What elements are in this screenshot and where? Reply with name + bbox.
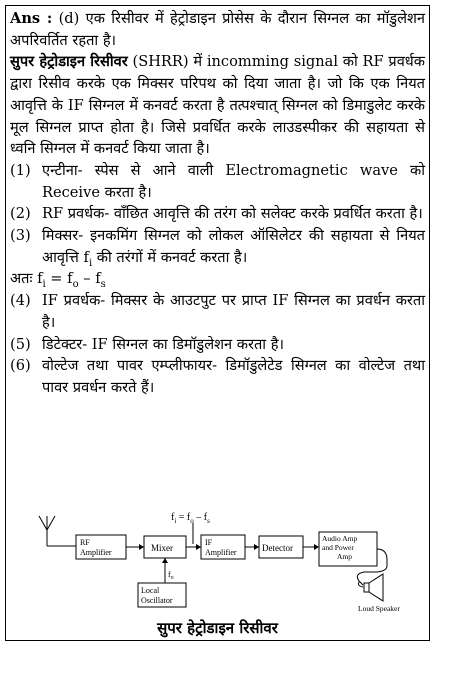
rf-amp-label-1: RF <box>80 538 90 547</box>
item-number: (5) <box>10 335 31 353</box>
formula-part: f <box>168 570 171 579</box>
list-item <box>10 355 425 398</box>
formula-prefix: अतः <box>10 270 33 288</box>
list-item <box>10 203 425 225</box>
list-item <box>10 160 425 203</box>
audio-amp-label-1: Audio Amp <box>322 534 358 543</box>
answer-option: (d) <box>58 10 80 27</box>
answer-statement: एक रिसीवर में हेट्रोडाइन प्रोसेस के दौरान सिग्नल का मॉडुलेशन अपरिवर्तित रहता है। <box>10 10 425 49</box>
answer-label: Ans : <box>10 10 53 27</box>
arrow-icon <box>196 544 201 550</box>
lo-label-1: Local <box>141 586 160 595</box>
formula-line <box>10 268 425 290</box>
item-text: डिटेक्टर- IF सिग्नल का डिमॉडुलेशन करता है। <box>42 335 284 353</box>
fo-label <box>168 570 174 581</box>
audio-amp-label-3: Amp <box>337 552 352 561</box>
item-number: (3) <box>10 227 31 245</box>
subscript: o <box>72 279 79 291</box>
lo-label-2: Oscillator <box>141 596 173 605</box>
arrow-icon <box>162 558 168 563</box>
arrow-icon <box>314 544 319 550</box>
if-amp-label-1: IF <box>205 538 213 547</box>
subscript: i <box>88 257 93 269</box>
diagram-caption: सुपर हेट्रोडाइन रिसीवर <box>157 619 278 637</box>
answer-paragraph <box>10 8 425 51</box>
intro-paragraph <box>10 51 425 160</box>
formula <box>37 270 106 291</box>
formula-mid: = f <box>45 270 73 288</box>
formula-part: = f <box>176 512 191 523</box>
item-text: एन्टीना- स्पेस से आने वाली Electromagnetic wave को Receive करता है। <box>42 161 425 201</box>
item-number: (4) <box>10 292 31 310</box>
antenna-icon <box>39 516 76 546</box>
rf-amp-label-2: Amplifier <box>80 548 112 557</box>
item-text <box>42 225 425 268</box>
item-text: RF प्रवर्धक- वाँछित आवृत्ति की तरंग को सलेक्ट करके प्रवर्धित करता है। <box>42 205 423 223</box>
arrow-icon <box>139 544 144 550</box>
item-text: वोल्टेज तथा पावर एम्प्लीफायर- डिमॉडुलेटेड सिग्नल का वोल्टेज तथा पावर प्रवर्धन करते हैं। <box>42 357 425 396</box>
subscript: i <box>42 279 46 291</box>
item-text-after: की तरंगों में कनवर्ट करता है। <box>92 248 248 266</box>
arrow-icon <box>254 544 259 550</box>
intro-text: (SHRR) में incomming signal को RF प्रवर्धक द्वारा रिसीव करके एक मिक्सर परिपथ को दिया जाता है। जो कि एक नियत आवृत्ति के IF सिग्नल में कनवर्ट करता है तत्पश्चात् सिग्नल को डिमाडुलेट करके मूल सिग्नल प्राप्त होता है। जिसे प्रवर्धित करके लाउडस्पीकर की सहायता से ध्वनि सिग्नल में कनवर्ट किया जाता है। <box>10 53 425 158</box>
audio-amp-label-2: and Power <box>322 543 354 552</box>
item-number: (1) <box>10 161 31 179</box>
intro-heading: सुपर हेट्रोडाइन रिसीवर <box>10 53 128 71</box>
speaker-label: Loud Speaker <box>358 604 400 613</box>
answer-text <box>6 6 429 399</box>
subscript: i <box>174 517 177 525</box>
item-text: IF प्रवर्धक- मिक्सर के आउटपुट पर प्राप्त IF सिग्नल का प्रवर्धन करता है। <box>42 292 425 331</box>
answer-box <box>5 5 430 641</box>
subscript: s <box>207 517 210 525</box>
detector-label: Detector <box>262 543 293 553</box>
formula-part: f <box>171 512 175 523</box>
subscript: o <box>190 517 194 525</box>
loud-speaker-icon <box>364 574 383 601</box>
formula-part: – f <box>193 512 208 523</box>
if-formula <box>171 512 210 525</box>
item-text-before: मिक्सर- इनकमिंग सिग्नल को लोकल ऑसिलेटर की सहायता से नियत आवृत्ति f <box>42 227 425 266</box>
item-number: (2) <box>10 205 31 223</box>
block-diagram <box>31 508 431 618</box>
formula-tail: – f <box>78 270 101 288</box>
formula-lhs: f <box>37 270 43 288</box>
if-amp-label-2: Amplifier <box>205 548 237 557</box>
subscript: o <box>170 575 174 581</box>
list-item <box>10 290 425 333</box>
item-number: (6) <box>10 357 31 375</box>
list-item <box>10 225 425 268</box>
subscript: s <box>100 279 106 291</box>
mixer-label: Mixer <box>151 543 173 553</box>
list-item <box>10 334 425 356</box>
